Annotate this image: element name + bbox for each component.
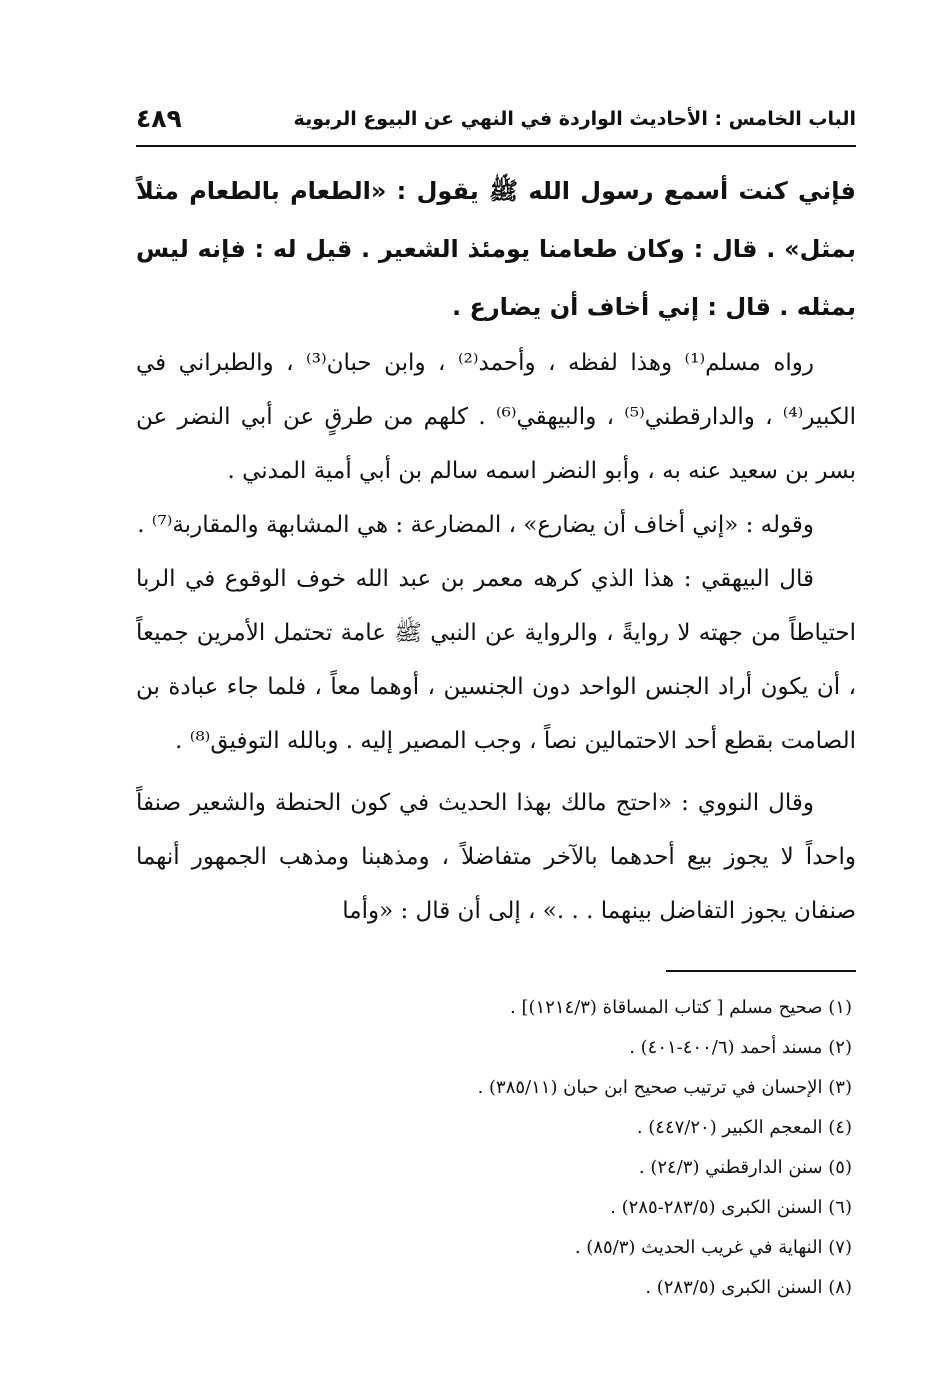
footnote-item: (٨) السنن الكبرى (٢٨٣/٥) . — [645, 1277, 852, 1298]
narration-paragraph: رواه مسلم⁽¹⁾ وهذا لفظه ، وأحمد⁽²⁾ ، وابن حبان⁽³⁾ ، والطبراني في الكبير⁽⁴⁾ ، والدارقطني⁽⁵⁾ ، والبيهقي⁽⁶⁾ . كلهم من طرقٍ عن أبي النضر عن بسر بن سعيد عنه به ، وأبو النضر اسمه سالم بن أبي أمية المدني . — [136, 350, 856, 484]
bayhaqi-paragraph: قال البيهقي : هذا الذي كرهه معمر بن عبد الله خوف الوقوع في الربا احتياطاً من جهته لا روايةً ، والرواية عن النبي ﷺ عامة تحتمل الأمرين جميعاً ، أن يكون أراد الجنس الواحد دون الجنسين ، أوهما معاً ، فلما جاء عبادة بن الصامت بقطع أحد الاحتمالين نصاً ، وجب المصير إليه . وبالله التوفيق⁽⁸⁾ . — [136, 566, 856, 754]
header-divider — [136, 145, 856, 147]
chapter-title: الباب الخامس : الأحاديث الواردة في النهي عن البيوع الربوية — [293, 108, 856, 130]
footnote-item: (٣) الإحسان في ترتيب صحيح ابن حبان (٣٨٥/١١) . — [477, 1077, 852, 1098]
definition-paragraph: وقوله : «إني أخاف أن يضارع» ، المضارعة : هي المشابهة والمقاربة⁽⁷⁾ . — [137, 512, 814, 538]
main-text — [136, 162, 856, 938]
footnote-item: (٤) المعجم الكبير (٤٤٧/٢٠) . — [636, 1117, 852, 1138]
footnotes-list — [136, 988, 856, 1308]
footnote-divider — [666, 970, 856, 972]
footnote-item: (١) صحيح مسلم [ كتاب المساقاة (١٢١٤/٣)] . — [510, 997, 852, 1018]
footnote-item: (٧) النهاية في غريب الحديث (٨٥/٣) . — [574, 1237, 852, 1258]
footnote-item: (٢) مسند أحمد (٤٠٠/٦-٤٠١) . — [629, 1037, 852, 1058]
footnote-item: (٦) السنن الكبرى (٢٨٣/٥-٢٨٥) . — [610, 1197, 852, 1218]
page-header — [136, 100, 856, 144]
page-number: ٤٨٩ — [136, 104, 182, 133]
nawawi-paragraph: وقال النووي : «احتج مالك بهذا الحديث في كون الحنطة والشعير صنفاً واحداً لا يجوز بيع أحدهما بالآخر متفاضلاً ، ومذهبنا ومذهب الجمهور أنهما صنفان يجوز التفاضل بينهما . . .» ، إلى أن قال : «وأما — [136, 790, 856, 924]
footnote-item: (٥) سنن الدارقطني (٢٤/٣) . — [638, 1157, 852, 1178]
hadith-quote-paragraph: فإني كنت أسمع رسول الله ﷺ يقول : «الطعام بالطعام مثلاً بمثل» . قال : وكان طعامنا يومئذ الشعير . قيل له : فإنه ليس بمثله . قال : إني أخاف أن يضارع . — [136, 177, 856, 321]
